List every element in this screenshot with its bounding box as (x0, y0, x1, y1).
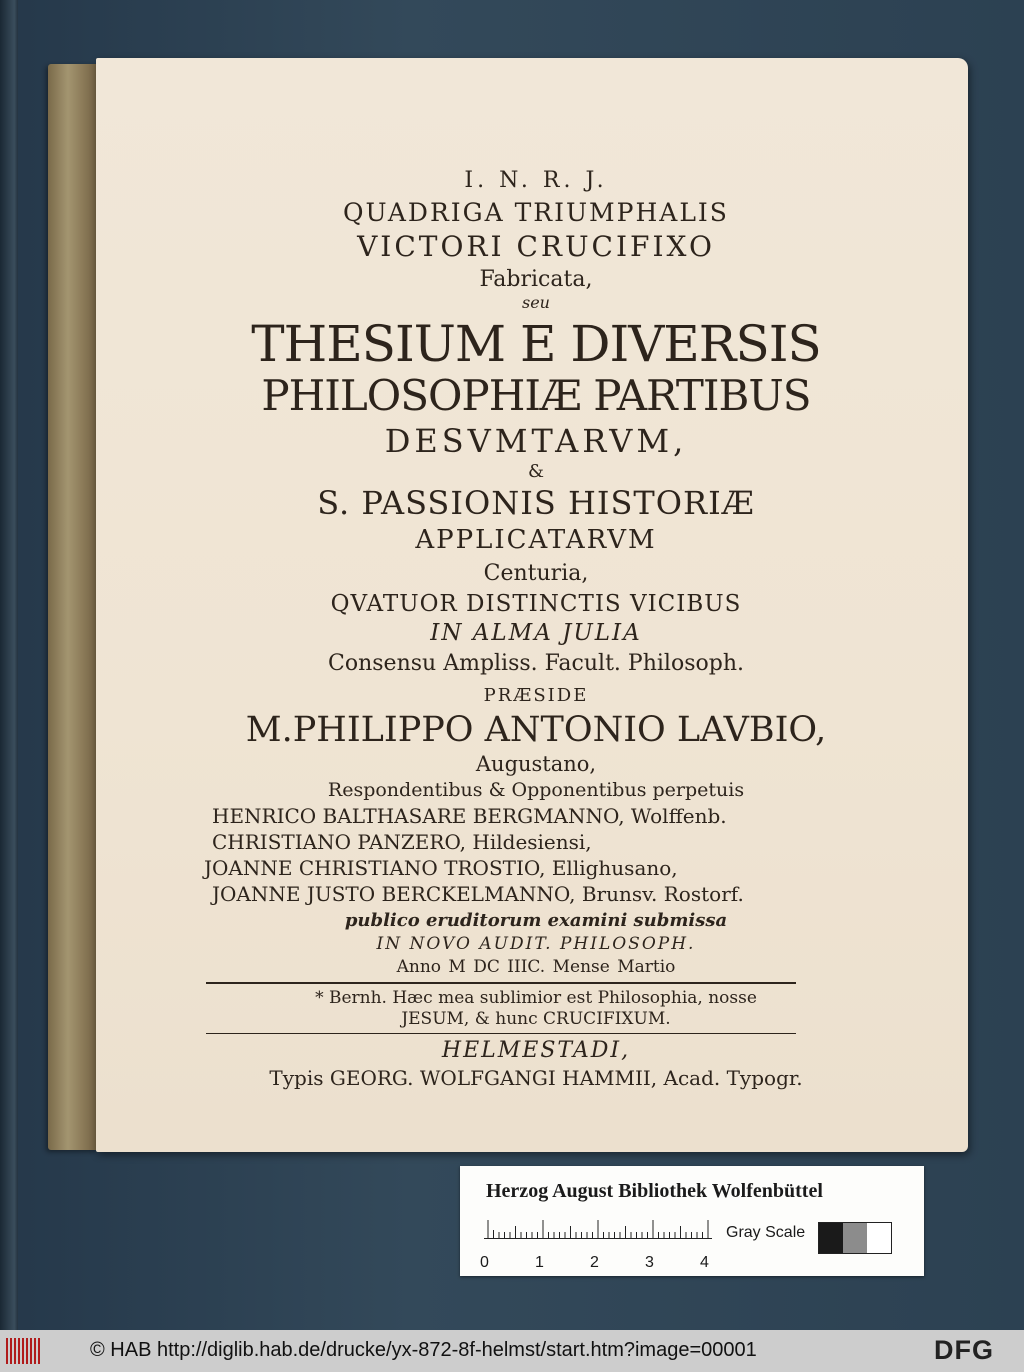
line-quatuor: QVATUOR DISTINCTIS VICIBUS (330, 591, 742, 617)
dfg-logo: DFG (934, 1335, 994, 1365)
line-ampersand: & (527, 461, 545, 482)
title-page (96, 58, 968, 1152)
respondent-name: JOANNE CHRISTIANO TROSTIO, Ellighusano, (204, 856, 678, 880)
divider-rule (206, 1033, 796, 1034)
line-seu: seu (522, 293, 550, 312)
book-spine (48, 64, 98, 1150)
line-philosophiae: PHILOSOPHIÆ PARTIBUS (261, 371, 811, 420)
title-page-text (196, 114, 876, 1088)
gray-scale-label: Gray Scale (726, 1224, 806, 1241)
respondent-name: CHRISTIANO PANZERO, Hildesiensi, (212, 830, 592, 854)
respondent-name: JOANNE JUSTO BERCKELMANNO, Brunsv. Rostorf. (212, 882, 744, 906)
line-motto: * Bernh. Hæc mea sublimior est Philosophia, nosse (315, 988, 757, 1008)
line-praeside: PRÆSIDE (483, 685, 589, 706)
gray-swatch-light (867, 1223, 891, 1253)
line-passionis: S. PASSIONIS HISTORIÆ (317, 484, 755, 522)
divider-rule (206, 982, 796, 984)
gray-swatch-dark (819, 1223, 843, 1253)
line-motto-continued: JESUM, & hunc CRUCIFIXUM. (401, 1009, 671, 1029)
line-augustano: Augustano, (475, 752, 597, 776)
color-reference-card (460, 1166, 924, 1276)
line-thesium: THESIUM E DIVERSIS (251, 315, 821, 373)
ruler-number: 0 (480, 1254, 489, 1271)
line-applicatarum: APPLICATARVM (415, 525, 657, 555)
line-place: HELMESTADI, (441, 1038, 631, 1063)
respondent-name: HENRICO BALTHASARE BERGMANNO, Wolffenb. (212, 804, 727, 828)
line-fabricata: Fabricata, (479, 267, 593, 292)
line-respondentibus: Respondentibus & Opponentibus perpetuis (327, 779, 745, 801)
line-alma-julia: IN ALMA JULIA (430, 620, 642, 646)
line-publico: publico eruditorum examini submissa (344, 910, 728, 931)
line-desumtarum: DESVMTARVM, (384, 422, 688, 460)
gray-scale-swatch (818, 1222, 892, 1254)
adjacent-book-edge (0, 0, 18, 1330)
line-praeses-name: M.PHILIPPO ANTONIO LAVBIO, (245, 710, 827, 750)
ruler-number: 2 (590, 1254, 599, 1271)
copyright-footer (0, 1330, 1024, 1372)
copyright-url-text: © HAB http://diglib.hab.de/drucke/yx-872-8f-helmst/start.htm?image=00001 (90, 1339, 757, 1361)
line-inri: I. N. R. J. (464, 168, 608, 193)
ruler-number: 1 (535, 1254, 544, 1271)
line-quadriga: QUADRIGA TRIUMPHALIS (343, 198, 729, 227)
line-anno: Anno M DC IIIC. Mense Martio (396, 957, 676, 977)
ruler-number: 4 (700, 1254, 709, 1271)
line-centuria: Centuria, (483, 561, 589, 586)
ruler-number: 3 (645, 1254, 654, 1271)
line-novo-audit: IN NOVO AUDIT. PHILOSOPH. (376, 934, 696, 954)
measuring-ruler (484, 1220, 712, 1239)
barcode-icon (6, 1338, 42, 1364)
gray-swatch-mid (843, 1223, 867, 1253)
library-name: Herzog August Bibliothek Wolfenbüttel (486, 1180, 823, 1202)
line-consensu: Consensu Ampliss. Facult. Philosoph. (328, 651, 744, 676)
line-victori: VICTORI CRUCIFIXO (357, 230, 715, 263)
line-printer: Typis GEORG. WOLFGANGI HAMMII, Acad. Typogr. (269, 1066, 803, 1090)
